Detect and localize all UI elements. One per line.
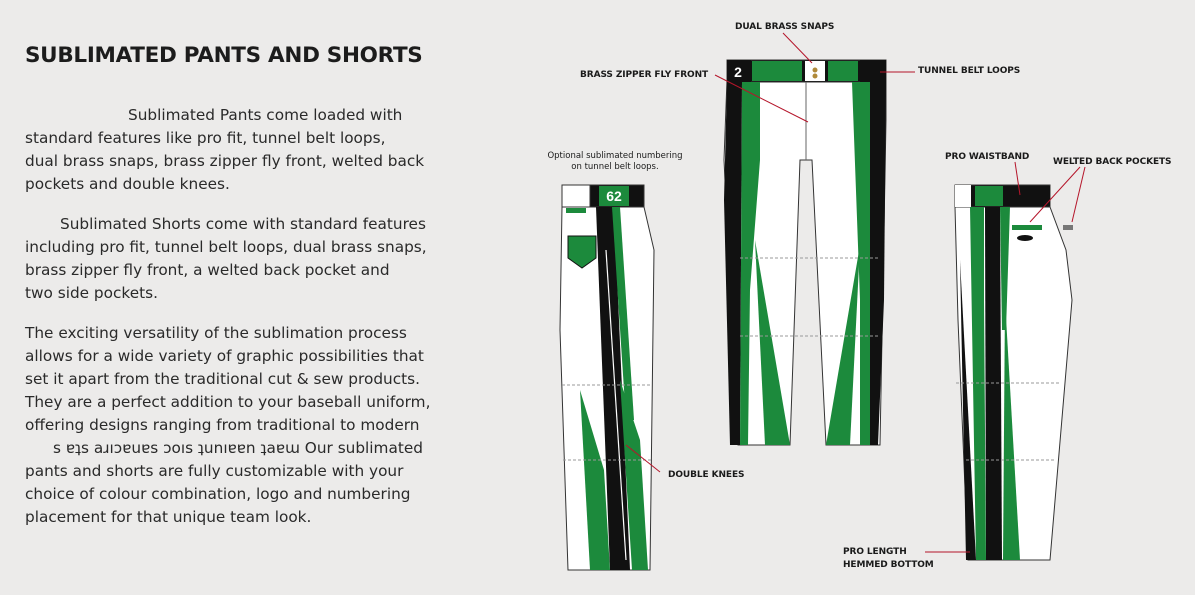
note-line: Optional sublimated numbering [547,151,683,161]
center-pant [724,60,886,445]
text-line: The exciting versatility of the sublimation process [25,324,407,342]
left-pant-number: 62 [606,188,622,204]
right-pant [955,185,1073,560]
callout-welted-back-pockets: WELTED BACK POCKETS [1053,157,1172,167]
text-line: placement for that unique team look. [25,508,312,526]
callout-dual-brass-snaps: DUAL BRASS SNAPS [735,22,835,32]
center-pant-number: 2 [734,64,742,80]
text-line: allows for a wide variety of graphic possibilities that [25,347,424,365]
callout-line: HEMMED BOTTOM [843,560,934,570]
text-line: Sublimated Shorts come with standard features [60,215,426,233]
text-line: pants and shorts are fully customizable with your [25,462,404,480]
callout-brass-zipper: BRASS ZIPPER FLY FRONT [580,70,709,80]
text-line: Sublimated Pants come loaded with [128,106,403,124]
callout-line: PRO LENGTH [843,547,907,557]
text-line: standard features like pro fit, tunnel belt loops, [25,129,386,147]
callout-pro-length [843,546,934,572]
text-line: set it apart from the traditional cut & sew products. [25,370,420,388]
text-line: dual brass snaps, brass zipper fly front, welted back [25,152,425,170]
text-line: pockets and double knees. [25,175,230,193]
callout-tunnel-belt-loops: TUNNEL BELT LOOPS [918,66,1021,76]
text-line: They are a perfect addition to your baseball uniform, [25,393,431,411]
text-line: s ɐʇs aɹıɔɐuɐs ɔoıs ʇunıɐɐn ʇaɐɯ Our sublimated [53,439,423,457]
text-line: brass zipper fly front, a welted back pocket and [25,261,390,279]
text-line: offering designs ranging from traditional to modern [25,416,420,434]
callout-double-knees: DOUBLE KNEES [668,470,745,480]
optional-numbering-note [535,151,695,173]
text-line: two side pockets. [25,284,158,302]
left-pant [560,185,654,570]
text-line: including pro fit, tunnel belt loops, dual brass snaps, [25,238,427,256]
note-line: on tunnel belt loops. [571,162,659,172]
callout-pro-waistband: PRO WAISTBAND [945,152,1030,162]
page-title: SUBLIMATED PANTS AND SHORTS [25,43,423,68]
text-line: choice of colour combination, logo and numbering [25,485,411,503]
